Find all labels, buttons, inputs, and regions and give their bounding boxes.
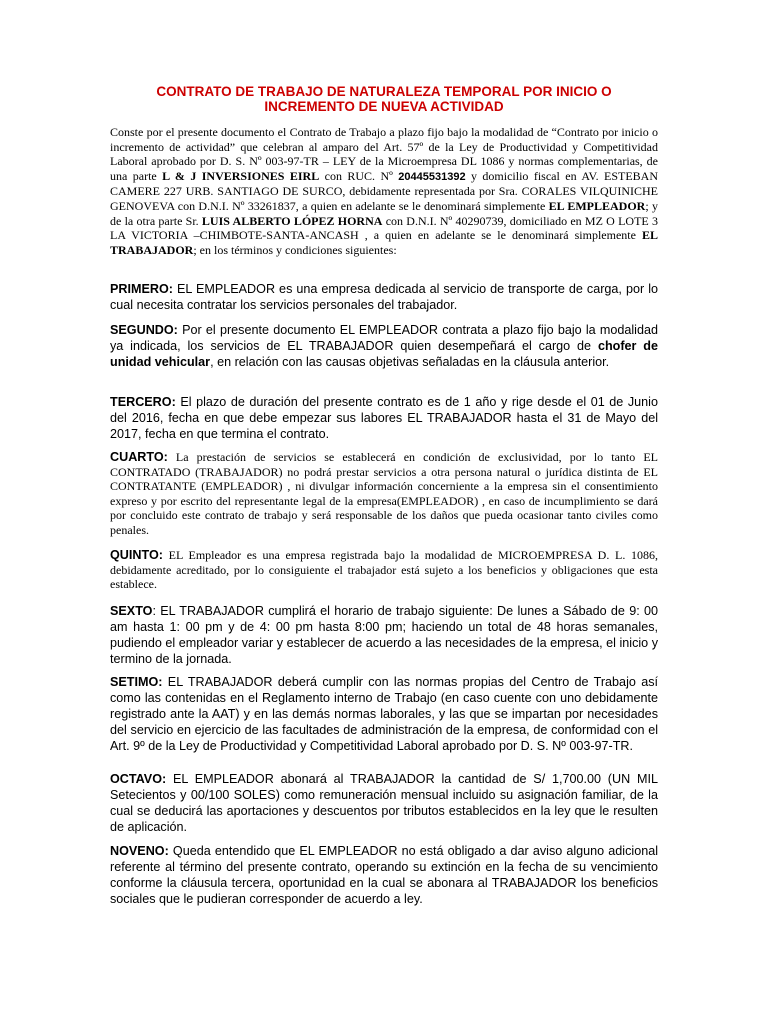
intro-paragraph [110, 125, 658, 257]
clause-text: : EL TRABAJADOR cumplirá el horario de trabajo siguiente: De lunes a Sábado de 9: 00 am hasta 1: 00 pm y de 4: 00 pm hasta 8:00 pm; haciendo un total de 48 horas semanales, pudiendo el empleador variar y establecer de acuerdo a las necesidades de la empresa, el inicio y termino de la jornada. [110, 604, 658, 666]
intro-text: ; en los términos y condiciones siguientes: [193, 242, 397, 257]
clause-label: SETIMO: [110, 675, 163, 689]
clause-segundo [110, 322, 658, 370]
clause-cuarto [110, 450, 658, 538]
clause-text: EL EMPLEADOR es una empresa dedicada al servicio de transporte de carga, por lo cual necesita contratar los servicios personales del trabajador. [110, 282, 658, 312]
employer-term: EL EMPLEADOR [548, 198, 646, 213]
intro-text: con D.N.I. Nº 40290739, domiciliado en MZ O LOTE 3 LA VICTORIA –CHIMBOTE-SANTA-ANCASH , a quien en adelante se le denominará simplemente [110, 213, 659, 243]
worker-name: LUIS ALBERTO LÓPEZ HORNA [201, 213, 383, 228]
clause-primero [110, 281, 658, 313]
clause-text: Queda entendido que EL EMPLEADOR no está obligado a dar aviso alguno adicional referente al término del presente contrato, operando su extinción en la fecha de su vencimiento conforme la cláusula tercera, oportunidad en la cual se abonara al TRABAJADOR los beneficios sociales que le pudieran corresponder de acuerdo a ley. [110, 844, 658, 906]
clause-label: NOVENO: [110, 844, 169, 858]
clause-label: PRIMERO: [110, 282, 173, 296]
intro-text: con RUC. Nº [319, 168, 399, 183]
clause-text: El plazo de duración del presente contrato es de 1 año y rige desde el 01 de Junio del 2016, fecha en que debe empezar sus labores EL TRABAJADOR hasta el 31 de Mayo del 2017, fecha en que termina el contrato. [110, 395, 658, 441]
clause-label: CUARTO: [110, 450, 168, 464]
clause-sexto [110, 603, 658, 667]
company-name: L & J INVERSIONES EIRL [162, 168, 320, 183]
intro-text: ; y de la otra parte Sr. [110, 198, 659, 228]
clause-label: SEGUNDO: [110, 323, 178, 337]
clause-text: Por el presente documento EL EMPLEADOR contrata a plazo fijo bajo la modalidad ya indicada, los servicios de EL TRABAJADOR quien desempeñará el cargo de [110, 323, 658, 353]
clause-text: EL Empleador es una empresa registrada bajo la modalidad de MICROEMPRESA D. L. 1086, debidamente acreditado, por lo consiguiente el trabajador está sujeto a los beneficios y obligaciones que esta establece. [110, 548, 658, 592]
clause-quinto [110, 548, 658, 592]
clause-label: QUINTO: [110, 548, 163, 562]
ruc-number: 20445531392 [398, 170, 466, 183]
clause-text: EL EMPLEADOR abonará al TRABAJADOR la cantidad de S/ 1,700.00 (UN MIL Setecientos y 00/100 SOLES) como remuneración mensual incluido su asignación familiar, de la cual se deducirá las aportaciones y descuentos por tributos establecidos en la ley que le resulten de aplicación. [110, 772, 658, 834]
worker-term: EL TRABAJADOR [110, 228, 658, 257]
job-role: chofer de unidad vehicular [110, 339, 659, 369]
clause-text: La prestación de servicios se establecerá en condición de exclusividad, por lo tanto EL CONTRATADO (TRABAJADOR) no podrá prestar servicios a otra persona natural o jurídica distinta de EL CONTRATANTE (EMPLEADOR) , ni divulgar información concerniente a la empresa sin el consentimiento expreso y por escrito del representante legal de la empresa(EMPLEADOR) , en caso de incumplimiento se dará por concluido este contrato de trabajo y será responsable de los daños que pueda ocasionar tanto civiles como penales. [110, 450, 658, 537]
clause-noveno [110, 843, 658, 907]
intro-text: Conste por el presente documento el Contrato de Trabajo a plazo fijo bajo la modalidad de “Contrato por inicio o incremento de actividad” que celebran al amparo del Art. 57º de la Ley de Productividad y Competitividad Laboral aprobado por D. S. Nº 003-97-TR – LEY de la Microempresa DL 1086 y normas complementarias, de una parte [110, 125, 658, 183]
clause-tercero [110, 394, 658, 442]
intro-text: y domicilio fiscal en AV. ESTEBAN CAMERE 227 URB. SANTIAGO DE SURCO, debidamente representada por Sra. CORALES VILQUINICHE GENOVEVA con D.N.I. Nº 33261837, a quien en adelante se le denominará simplemente [110, 168, 659, 213]
clause-label: TERCERO: [110, 395, 176, 409]
clause-text: , en relación con las causas objetivas señaladas en la cláusula anterior. [210, 355, 610, 369]
contract-title: CONTRATO DE TRABAJO DE NATURALEZA TEMPORAL POR INICIO O INCREMENTO DE NUEVA ACTIVIDAD [156, 84, 612, 114]
clause-label: OCTAVO: [110, 772, 167, 786]
clause-octavo [110, 771, 658, 835]
clause-text: EL TRABAJADOR deberá cumplir con las normas propias del Centro de Trabajo así como las contenidas en el Reglamento interno de Trabajo (en caso cuente con uno debidamente registrado ante la AAT) y en las demás normas laborales, y las que se impartan por necesidades del servicio en ejercicio de las facultades de administración de la empresa, de conformidad con el Art. 9º de la Ley de Productividad y Competitividad Laboral aprobado por D. S. Nº 003-97-TR. [110, 675, 658, 753]
clause-setimo [110, 674, 658, 754]
clause-label: SEXTO [110, 604, 153, 618]
